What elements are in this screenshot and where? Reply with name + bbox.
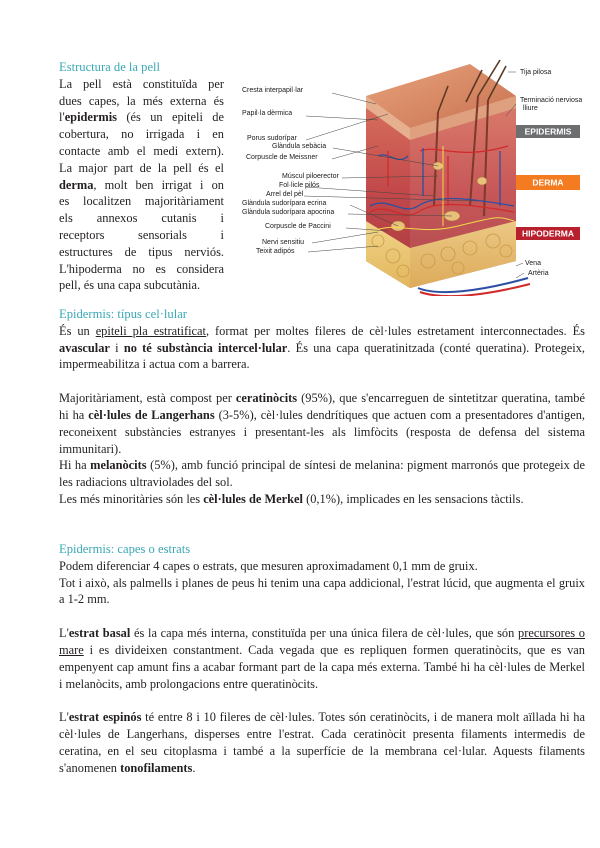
text-run: . <box>192 760 196 775</box>
bold-term: cèl·lules de Merkel <box>203 491 303 506</box>
label-corpuscle-meissner: Corpuscle de Meissner <box>246 154 318 161</box>
label-teixit-adipos: Teixit adipós <box>256 248 295 255</box>
text-run: (3-5%), cèl·lules dendrítiques que actuen com a presentadores d'antigen, reconeixent substàncies estranyes i presentant-les als limfòcits (resposta de defensa del sistema immunitari). <box>59 407 585 456</box>
label-follicle-pilos: Fol·licle pilós <box>279 182 320 189</box>
text-run: té entre 8 i 10 fileres de cèl·lules. Totes són ceratinòcits, i de manera molt aïllada hi ha cèl·lules de Langerhans, disperses entre l'estrat. Cada ceratinòcit presenta filaments intermedis de ceratina, en el seu citoplasma i també a la superfície de la membrana cel·lular. Aquests filaments s'anomenen <box>59 710 585 775</box>
label-papilla-dermica: Papil·la dèrmica <box>242 110 293 117</box>
underlined-term: precursores o mare <box>59 626 585 657</box>
intro-text: l' <box>59 110 65 125</box>
band-hipoderma-label: HIPODERMA <box>522 228 574 239</box>
intro-line: La major part de la pell és el <box>59 160 224 175</box>
intro-line: receptors sensorials i <box>59 227 224 242</box>
underlined-term: epiteli pla estratificat <box>95 323 206 338</box>
label-tija-pilosa: Tija pilosa <box>520 69 552 76</box>
intro-line <box>59 177 224 194</box>
bold-term: no té substància intercel·lular <box>123 340 288 355</box>
bold-term: melanòcits <box>90 458 147 473</box>
text-run: és la capa més interna, constituïda per una única filera de cèl·lules, que són <box>130 626 518 641</box>
intro-line <box>59 109 224 126</box>
intro-line: els annexos cutanis i <box>59 211 224 226</box>
intro-line: dues capes, la més externa és <box>59 93 224 108</box>
intro-line: estructures de tipus nerviós. <box>59 244 224 259</box>
paragraph: Tot i això, als palmells i planes de peus hi tenim una capa addicional, l'estrat lúcid, que augmenta el gruix a 1-2 mm. <box>59 575 585 607</box>
label-glandula-apocrina: Glàndula sudorípara apocrina <box>242 209 335 216</box>
text-run: Majoritàriament, està compost per <box>59 391 236 406</box>
label-arteria: Artèria <box>528 270 549 277</box>
label-cresta-interpapillar: Cresta interpapil·lar <box>242 87 304 94</box>
text-run: i <box>109 340 124 355</box>
label-corpuscle-paccini: Corpuscle de Paccini <box>265 223 331 230</box>
text-run: L' <box>59 710 69 725</box>
text-run: , format per moltes fileres de cèl·lules estretament interconnectades. És <box>205 323 585 338</box>
section-tipus-cellular <box>59 306 585 508</box>
bold-term: avascular <box>59 340 110 355</box>
intro-line: pell, és una capa subcutània. <box>59 278 201 293</box>
text-run: . És una capa queratinitzada (conté queratina). Protegeix, impermeabilitza i actua com a barrera. <box>59 340 586 372</box>
skin-block <box>366 60 530 296</box>
label-vena: Vena <box>525 260 541 267</box>
paragraph <box>59 390 585 457</box>
paragraph <box>59 491 585 508</box>
paragraph <box>59 709 585 776</box>
label-nervi-sensitiu: Nervi sensitiu <box>262 239 305 246</box>
intro-line: cobertura, no irrigada i en <box>59 127 224 142</box>
text-run: (5%), amb funció principal de síntesi de melanina: pigment marronós que protegeix de les radiacions ultraviolades del sol. <box>59 458 585 490</box>
bold-term: tonofilaments <box>120 760 193 775</box>
text-run: És un <box>59 323 96 338</box>
term-epidermis: epidermis <box>64 110 117 125</box>
text-run: Les més minoritàries són les <box>59 491 204 506</box>
band-derma-label: DERMA <box>532 177 564 188</box>
band-epidermis-label: EPIDERMIS <box>524 126 572 137</box>
intro-text: , molt ben irrigat i on <box>93 177 224 192</box>
intro-text: (és un epiteli de <box>117 110 224 125</box>
label-porus-sudoripar: Porus sudorípar <box>247 135 297 142</box>
intro-line: es localitzen majoritàriament <box>59 194 224 209</box>
paragraph: Podem diferenciar 4 capes o estrats, que mesuren aproximadament 0,1 mm de gruix. <box>59 558 478 573</box>
section-heading-capes: Epidermis: capes o estrats <box>59 542 191 556</box>
label-glandula-ecrina: Glàndula sudorípara ecrina <box>242 200 327 207</box>
label-glandula-sebacia: Glàndula sebàcia <box>272 143 327 150</box>
term-derma: derma <box>59 177 94 192</box>
text-run: Hi ha <box>59 458 91 473</box>
text-run: i es divideixen constantment. Cada vegada que es repliquen formen queratinòcits, que es van empenyent cap amunt fins a acabar formant part de la capa més externa. També hi ha cèl·lules de Merkel i melanòcits, amb prolongacions entre queratinòcits. <box>59 642 585 691</box>
bold-term: cèl·lules de Langerhans <box>88 407 215 422</box>
intro-line: contacte amb el medi extern). <box>59 143 224 158</box>
skin-diagram <box>238 56 582 296</box>
paragraph <box>59 625 585 692</box>
intro-section <box>59 59 224 294</box>
paragraph <box>59 323 585 373</box>
section-capes-estrats <box>59 541 585 777</box>
section-heading-tipus: Epidermis: típus cel·lular <box>59 307 188 321</box>
bold-term: estrat espinós <box>68 710 142 725</box>
intro-line: La pell està constituïda per <box>59 76 224 91</box>
intro-line: L'hipoderma no es considera <box>59 261 224 276</box>
label-terminacio-lliure: lliure <box>523 105 538 112</box>
text-run: (95%), que s'encarreguen de sintetitzar queratina, també hi ha <box>59 391 585 422</box>
label-arrel-pel: Arrel del pèl <box>266 191 304 198</box>
bold-term: estrat basal <box>68 626 131 641</box>
label-terminacio-nerviosa: Terminació nerviosa <box>520 97 582 104</box>
label-muscul-piloerector: Múscul piloerector <box>282 173 339 180</box>
bold-term: ceratinòcits <box>235 391 298 406</box>
text-run: (0,1%), implicades en les sensacions tàctils. <box>302 491 524 506</box>
text-run: L' <box>59 626 69 641</box>
section-heading-estructura: Estructura de la pell <box>59 60 161 74</box>
paragraph <box>59 457 585 491</box>
